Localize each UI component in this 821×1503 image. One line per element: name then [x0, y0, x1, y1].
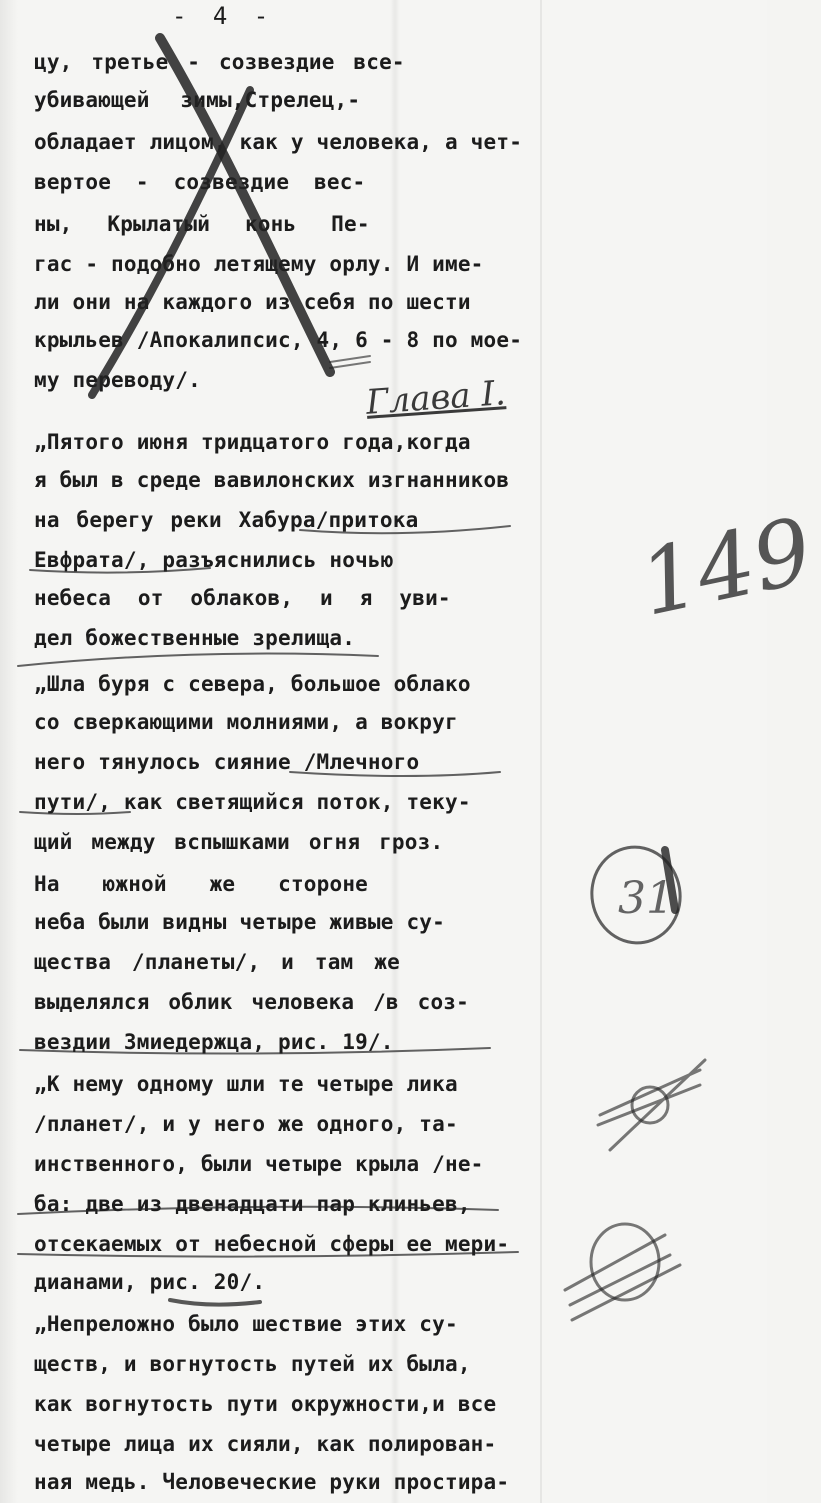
text-line-4: вертое - созвездие вес-: [34, 170, 366, 194]
text-line-16: „Шла буря с севера, большое облако: [34, 672, 471, 696]
text-line-21: На южной же стороне: [34, 872, 369, 896]
text-line-27: /планет/, и у него же одного, та-: [34, 1112, 458, 1136]
text-line-19: пути/, как светящийся поток, теку-: [34, 790, 471, 814]
text-line-32: „Непреложно было шествие этих су-: [34, 1312, 458, 1336]
paper-fold: [540, 0, 542, 1503]
text-line-9: му переводу/.: [34, 368, 201, 392]
text-line-30: отсекаемых от небесной сферы ее мери-: [34, 1232, 510, 1256]
text-line-33: ществ, и вогнутость путей их была,: [34, 1352, 471, 1376]
text-line-24: выделялся облик человека /в соз-: [34, 990, 469, 1014]
text-line-31: дианами, рис. 20/.: [34, 1270, 266, 1294]
text-line-22: неба были видны четыре живые су-: [34, 910, 445, 934]
text-line-18: него тянулось сияние /Млечного: [34, 750, 420, 774]
text-line-13: Евфрата/, разъяснились ночью: [34, 548, 394, 572]
text-line-29: ба: две из двенадцати пар клиньев,: [34, 1192, 471, 1216]
text-line-15: дел божественные зрелища.: [34, 626, 356, 650]
text-line-36: ная медь. Человеческие руки простира-: [34, 1470, 510, 1494]
text-line-23: щества /планеты/, и там же: [34, 950, 400, 974]
text-line-34: как вогнутость пути окружности,и все: [34, 1392, 497, 1416]
circled-number-text: 31: [618, 873, 674, 924]
margin-heading: Глава I.: [364, 373, 507, 423]
text-line-2: убивающей зимы,Стрелец,-: [34, 88, 361, 112]
text-line-35: четыре лица их сияли, как полирован-: [34, 1432, 497, 1456]
text-line-5: ны, Крылатый конь Пе-: [34, 212, 370, 236]
text-line-7: ли они на каждого из себя по шести: [34, 290, 471, 314]
page-number: - 4 -: [172, 2, 275, 30]
text-line-25: вездии Змиедержца, рис. 19/.: [34, 1030, 394, 1054]
text-line-11: я был в среде вавилонских изгнанников: [34, 468, 510, 492]
text-line-3: обладает лицом, как у человека, а чет-: [34, 130, 523, 154]
text-line-14: небеса от облаков, и я уви-: [34, 586, 451, 610]
text-line-6: гас - подобно летящему орлу. И име-: [34, 252, 484, 276]
text-line-26: „К нему одному шли те четыре лика: [34, 1072, 458, 1096]
margin-folio-number: 149: [630, 498, 821, 637]
text-line-28: инственного, были четыре крыла /не-: [34, 1152, 484, 1176]
text-line-8: крыльев /Апокалипсис, 4, 6 - 8 по мое-: [34, 328, 523, 352]
text-line-12: на берегу реки Хабура/притока: [34, 508, 419, 532]
text-line-1: цу, третье - созвездие все-: [34, 50, 405, 74]
text-line-20: щий между вспышками огня гроз.: [34, 830, 444, 854]
circled-number-mark: [584, 840, 687, 950]
text-line-17: со сверкающими молниями, а вокруг: [34, 710, 458, 734]
text-line-10: „Пятого июня тридцатого года,когда: [34, 430, 471, 454]
